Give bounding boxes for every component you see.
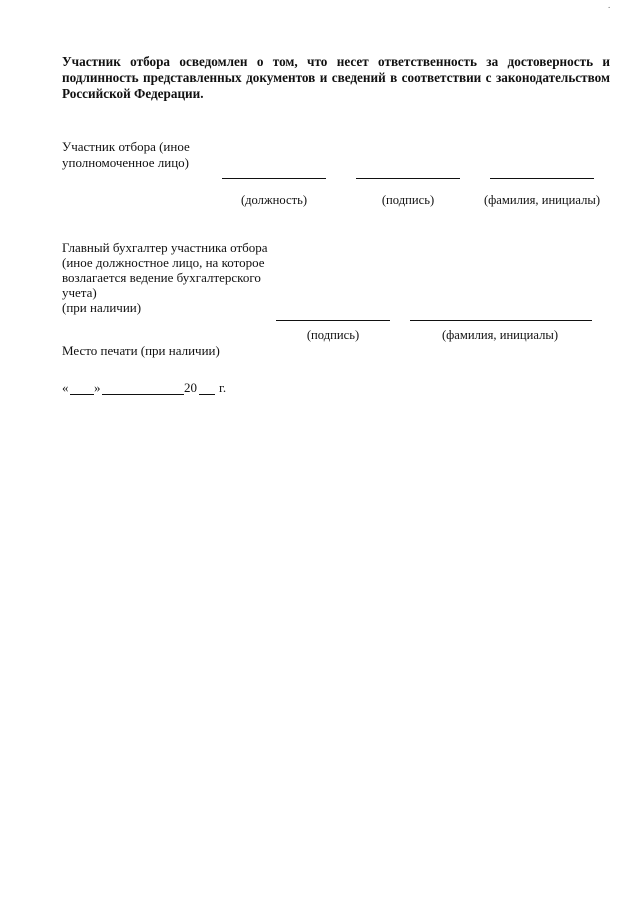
participant-label-line2: уполномоченное лицо) [62,155,190,170]
accountant-caption-signature: (подпись) [306,328,360,342]
accountant-signature-line [276,320,390,321]
accountant-label-line4: учета) [62,285,97,300]
corner-mark: . [608,0,611,10]
accountant-label-line2: (иное должностное лицо, на которое [62,255,265,270]
accountant-caption-name: (фамилия, инициалы) [441,328,559,342]
date-day-line [70,394,94,395]
accountant-name-line [410,320,592,321]
caption-signature: (подпись) [381,193,435,207]
accountant-label-line5: (при наличии) [62,300,142,315]
date-year-prefix: 20 [184,380,197,395]
position-field-line [222,178,326,179]
seal-place-label: Место печати (при наличии) [62,343,220,358]
responsibility-statement: Участник отбора осведомлен о том, что несет ответственность за достоверность и подлинность представленных документов и сведений в соответствии с законодательством Российской Федерации. [62,54,610,101]
accountant-label-line1: Главный бухгалтер участника отбора [62,240,268,255]
signature-field-line [356,178,460,179]
name-field-line [490,178,594,179]
caption-position: (должность) [240,193,308,207]
date-close-quote: » [94,380,101,395]
date-year-suffix: г. [219,380,227,395]
date-year-line [199,394,215,395]
participant-label-line1: Участник отбора (иное [62,139,190,154]
date-open-quote: « [62,380,69,395]
caption-name: (фамилия, инициалы) [483,193,601,207]
date-month-line [102,394,184,395]
accountant-label-line3: возлагается ведение бухгалтерского [62,270,261,285]
